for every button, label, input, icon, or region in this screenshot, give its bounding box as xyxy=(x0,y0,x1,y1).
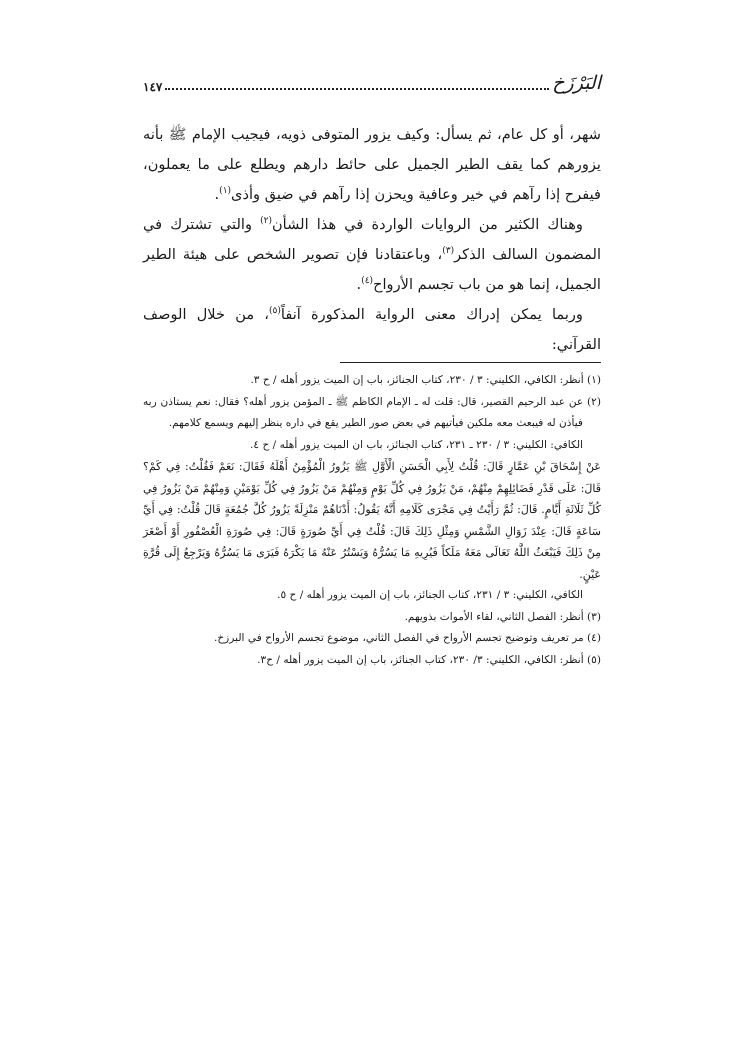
footnote-2-hadith: عَنْ إِسْحَاقَ بْنِ عَمَّارٍ قَالَ: قُلْتُ لِأَبِي الْحَسَنِ الْأَوَّلِ ﷺ يَزُورُ الْمُؤْمِنُ أَهْلَهُ فَقَالَ: نَعَمْ فَقُلْتُ: فِي كَمْ؟ قَالَ: عَلَى قَدْرِ فَضَائِلِهِمْ مِنْهُمْ، مَنْ يَزُورُ فِي كُلِّ يَوْمٍ وَمِنْهُمْ مَنْ يَزُورُ فِي كُلِّ يَوْمَيْنِ وَمِنْهُمْ مَنْ يَزُورُ فِي كُلِّ ثَلَاثَةِ أَيَّامٍ. قَالَ: ثُمَّ رَأَيْتُ فِي مَجْرَى كَلَامِهِ أَنَّهُ يَقُولُ: أَدْنَاهُمْ مَنْزِلَةً يَزُورُ كُلَّ جُمُعَةٍ قَالَ قُلْتُ: فِي أَيِّ سَاعَةٍ قَالَ: عِنْدَ زَوَالِ الشَّمْسِ وَمِثْلِ ذَلِكَ قَالَ: قُلْتُ فِي أَيِّ صُورَةٍ قَالَ: فِي صُورَةِ الْعُصْفُورِ أَوْ أَصْغَرَ مِنْ ذَلِكَ فَيَبْعَثُ اللَّهُ تَعَالَى مَعَهُ مَلَكاً فَيُرِيهِ مَا يَسُرُّهُ وَيَسْتُرُ عَنْهُ مَا يَكْرَهُ فَيَرَى مَا يَسُرُّهُ وَيَرْجِعُ إِلَى قُرَّةِ عَيْنٍ. xyxy=(143,460,601,581)
header-dot-leader xyxy=(165,88,549,90)
paragraph-1: شهر، أو كل عام، ثم يسأل: وكيف يزور المتوفى ذويه، فيجيب الإمام ﷺ بأنه يزورهم كما يقف الطير الجميل على حائط دارهم ويطلع على ما يعملون، فيفرح إذا رآهم في خير وعافية ويحزن إذا رآهم في ضيق وأذى$^{(١)}$. xyxy=(143,126,601,203)
footnote-ref-2[interactable]: (٢) xyxy=(260,216,272,227)
footnote-3: (٣) أنظر: الفصل الثاني، لقاء الأموات بذويهم. xyxy=(404,610,601,623)
main-text xyxy=(143,120,601,360)
footnote-1: (١) أنظر: الكافي، الكليني: ٣ / ٢٣٠، كتاب الجنائز، باب إن الميت يزور أهله / ح ٣. xyxy=(250,374,601,386)
footnote-ref-3[interactable]: (٣) xyxy=(442,246,455,257)
footnote-2-source-2: الكافي، الكليني: ٣ / ٢٣١، كتاب الجنائز، باب إن الميت يزور أهله / ح ٥. xyxy=(277,589,583,601)
footnote-2: (٢) عن عبد الرحيم القصير، قال: قلت له ـ الإمام الكاظم ﷺ ـ المؤمن يزور أهله؟ فقال: نعم يستاذن ربه فيأذن له فيبعث معه ملكين فيأتيهم في بعض صور الطير يقع في داره ينظر إليهم ويسمع كلامهم. xyxy=(143,395,601,429)
running-header xyxy=(143,72,601,94)
paragraph-3: وربما يمكن إدراك معنى الرواية المذكورة آنفاً$^{(٥)}$، من خلال الوصف القرآني: xyxy=(143,306,601,353)
footnote-separator xyxy=(340,362,601,363)
footnote-ref-4[interactable]: (٤) xyxy=(361,276,374,287)
page-number: ١٤٧ xyxy=(143,80,163,94)
footnote-ref-1[interactable]: (١) xyxy=(219,186,232,197)
footnotes-section xyxy=(143,370,601,671)
footnote-5: (٥) أنظر: الكافي، الكليني: ٣/ ٢٣٠، كتاب الجنائز، باب إن الميت يزور أهله / ح٣. xyxy=(257,653,601,666)
header-title: البَرْزَخ xyxy=(552,72,601,94)
paragraph-2: وهناك الكثير من الروايات الواردة في هذا الشأن$^{(٢)}$ والتي تشترك في المضمون السالف الذكر$^{(٣)}$، وباعتقادنا فإن تصوير الشخص على هيئة الطير الجميل، إنما هو من باب تجسم الأرواح$^{(٤)}$. xyxy=(143,216,601,293)
footnote-2-source: الكافي: الكليني: ٣ / ٢٣٠ ـ ٢٣١، كتاب الجنائز، باب ان الميت يزور أهله / ح ٤. xyxy=(250,438,583,451)
footnote-ref-5[interactable]: (٥) xyxy=(269,306,281,317)
footnote-4: (٤) مر تعريف وتوضيح تجسم الأرواح في الفصل الثاني، موضوع تجسم الأرواح في البرزخ. xyxy=(213,632,601,644)
